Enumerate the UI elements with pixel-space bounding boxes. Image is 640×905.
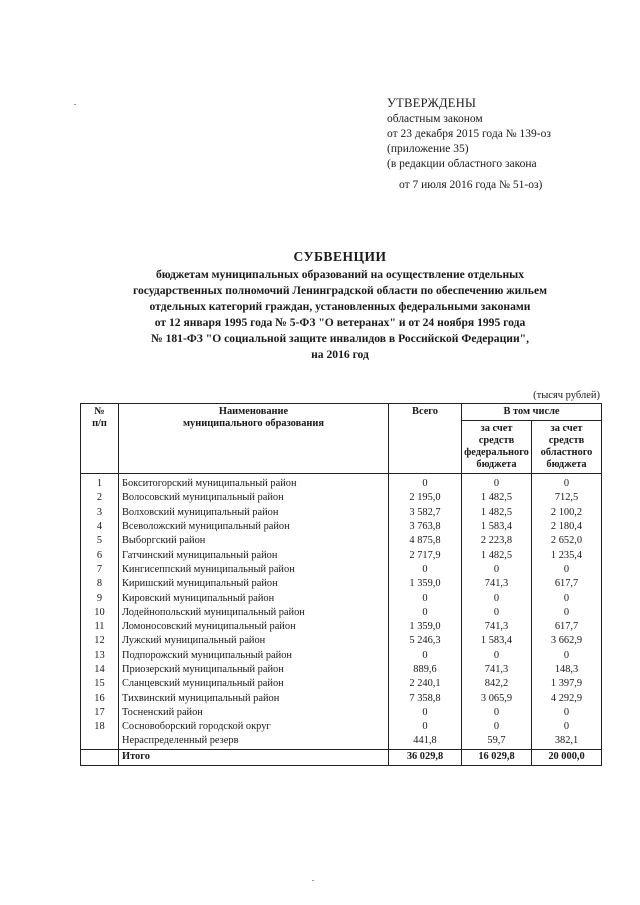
- row-number: 9: [81, 591, 119, 605]
- row-regional: 0: [532, 563, 602, 577]
- header-name: Наименование муниципального образования: [119, 404, 389, 474]
- row-number: 16: [81, 691, 119, 705]
- table-row: [81, 706, 602, 720]
- header-num: № п/п: [81, 404, 119, 474]
- row-number: 17: [81, 706, 119, 720]
- row-total: 889,6: [389, 663, 462, 677]
- table-row: [81, 474, 602, 492]
- row-name: Выборгский район: [119, 534, 389, 548]
- row-name: Нераспределенный резерв: [119, 734, 389, 749]
- row-total: 2 240,1: [389, 677, 462, 691]
- table-row: [81, 649, 602, 663]
- row-name: Лужский муниципальный район: [119, 634, 389, 648]
- table-row: [81, 634, 602, 648]
- row-number: 12: [81, 634, 119, 648]
- row-regional: 1 235,4: [532, 548, 602, 562]
- row-total: 5 246,3: [389, 634, 462, 648]
- row-federal: 1 583,4: [462, 634, 532, 648]
- table-row: [81, 534, 602, 548]
- row-total: 2 195,0: [389, 491, 462, 505]
- row-regional: 617,7: [532, 577, 602, 591]
- row-federal: 1 583,4: [462, 520, 532, 534]
- row-federal: 2 223,8: [462, 534, 532, 548]
- row-federal: 842,2: [462, 677, 532, 691]
- row-regional: 2 652,0: [532, 534, 602, 548]
- row-federal: 1 482,5: [462, 548, 532, 562]
- row-federal: 0: [462, 606, 532, 620]
- row-total: 0: [389, 649, 462, 663]
- row-number: 11: [81, 620, 119, 634]
- row-federal: 0: [462, 591, 532, 605]
- row-regional: 0: [532, 720, 602, 734]
- row-number: 7: [81, 563, 119, 577]
- approval-line: (приложение 35): [387, 143, 469, 155]
- row-total: 3 582,7: [389, 506, 462, 520]
- row-regional: 3 662,9: [532, 634, 602, 648]
- row-federal: 741,3: [462, 663, 532, 677]
- table-row: [81, 691, 602, 705]
- row-federal: 0: [462, 720, 532, 734]
- row-name: Приозерский муниципальный район: [119, 663, 389, 677]
- totals-blank: [81, 749, 119, 765]
- header-total: Всего: [389, 404, 462, 474]
- approval-line: от 23 декабря 2015 года № 139-оз: [387, 128, 551, 140]
- row-name: Кингисеппский муниципальный район: [119, 563, 389, 577]
- document-heading: [80, 249, 600, 363]
- row-regional: 382,1: [532, 734, 602, 749]
- row-total: 0: [389, 706, 462, 720]
- table-row: [81, 506, 602, 520]
- row-name: Бокситогорский муниципальный район: [119, 474, 389, 492]
- row-total: 3 763,8: [389, 520, 462, 534]
- row-total: 441,8: [389, 734, 462, 749]
- row-number: 2: [81, 491, 119, 505]
- heading-line: от 12 января 1995 года № 5-ФЗ "О ветеранах" и от 24 ноября 1995 года: [154, 316, 526, 329]
- table-row: [81, 606, 602, 620]
- row-name: Волховский муниципальный район: [119, 506, 389, 520]
- row-name: Тосненский район: [119, 706, 389, 720]
- row-regional: 617,7: [532, 620, 602, 634]
- row-total: 0: [389, 720, 462, 734]
- scan-speck: [74, 104, 76, 105]
- row-regional: 0: [532, 649, 602, 663]
- approval-title: УТВЕРЖДЕНЫ: [387, 96, 477, 110]
- row-regional: 0: [532, 474, 602, 492]
- row-federal: 0: [462, 706, 532, 720]
- row-number: 18: [81, 720, 119, 734]
- row-regional: 0: [532, 606, 602, 620]
- table-row: [81, 720, 602, 734]
- totals-federal: 16 029,8: [462, 749, 532, 765]
- approval-line: (в редакции областного закона: [387, 158, 537, 170]
- row-regional: 4 292,9: [532, 691, 602, 705]
- row-total: 0: [389, 563, 462, 577]
- unit-label: (тысяч рублей): [533, 390, 600, 401]
- row-total: 0: [389, 474, 462, 492]
- row-regional: 148,3: [532, 663, 602, 677]
- row-regional: 2 100,2: [532, 506, 602, 520]
- row-number: 5: [81, 534, 119, 548]
- table-row: [81, 491, 602, 505]
- table-row: [81, 563, 602, 577]
- row-total: 2 717,9: [389, 548, 462, 562]
- row-regional: 0: [532, 591, 602, 605]
- table-row: [81, 577, 602, 591]
- row-name: Подпорожский муниципальный район: [119, 649, 389, 663]
- header-regional: за счет средств областного бюджета: [532, 421, 602, 474]
- table-row: [81, 548, 602, 562]
- heading-line: государственных полномочий Ленинградской области по обеспечению жильем: [133, 284, 547, 297]
- row-total: 1 359,0: [389, 620, 462, 634]
- row-federal: 0: [462, 474, 532, 492]
- row-federal: 0: [462, 649, 532, 663]
- table-body: [81, 474, 602, 766]
- heading-line: бюджетам муниципальных образований на осуществление отдельных: [155, 268, 525, 281]
- table-row: [81, 734, 602, 749]
- approval-stamp: [387, 96, 551, 193]
- approval-line: областным законом: [387, 113, 483, 125]
- table-row: [81, 620, 602, 634]
- table-row: [81, 677, 602, 691]
- totals-label: Итого: [119, 749, 389, 765]
- row-total: 1 359,0: [389, 577, 462, 591]
- row-regional: 1 397,9: [532, 677, 602, 691]
- row-total: 4 875,8: [389, 534, 462, 548]
- heading-line: № 181-ФЗ "О социальной защите инвалидов в Российской Федерации",: [151, 332, 529, 345]
- totals-total: 36 029,8: [389, 749, 462, 765]
- row-regional: 2 180,4: [532, 520, 602, 534]
- header-federal: за счет средств федерального бюджета: [462, 421, 532, 474]
- row-federal: 0: [462, 563, 532, 577]
- row-total: 7 358,8: [389, 691, 462, 705]
- row-name: Лодейнопольский муниципальный район: [119, 606, 389, 620]
- row-total: 0: [389, 606, 462, 620]
- row-number: 3: [81, 506, 119, 520]
- row-number: 8: [81, 577, 119, 591]
- heading-title: СУБВЕНЦИИ: [293, 249, 387, 264]
- row-regional: 712,5: [532, 491, 602, 505]
- row-name: Сланцевский муниципальный район: [119, 677, 389, 691]
- table-row: [81, 591, 602, 605]
- heading-line: на 2016 год: [311, 348, 369, 361]
- row-federal: 1 482,5: [462, 491, 532, 505]
- row-number: 6: [81, 548, 119, 562]
- row-number: 4: [81, 520, 119, 534]
- row-name: Сосновоборский городской округ: [119, 720, 389, 734]
- row-regional: 0: [532, 706, 602, 720]
- row-number: [81, 734, 119, 749]
- row-federal: 1 482,5: [462, 506, 532, 520]
- header-group: В том числе: [462, 404, 602, 421]
- heading-line: отдельных категорий граждан, установленных федеральными законами: [149, 300, 531, 313]
- totals-regional: 20 000,0: [532, 749, 602, 765]
- row-total: 0: [389, 591, 462, 605]
- row-name: Всеволожский муниципальный район: [119, 520, 389, 534]
- row-federal: 3 065,9: [462, 691, 532, 705]
- subvention-table: [80, 403, 602, 766]
- table-row: [81, 663, 602, 677]
- row-federal: 59,7: [462, 734, 532, 749]
- totals-row: [81, 749, 602, 765]
- row-number: 1: [81, 474, 119, 492]
- row-name: Тихвинский муниципальный район: [119, 691, 389, 705]
- row-name: Киришский муниципальный район: [119, 577, 389, 591]
- scan-speck: [312, 880, 314, 881]
- row-federal: 741,3: [462, 577, 532, 591]
- row-name: Кировский муниципальный район: [119, 591, 389, 605]
- row-number: 15: [81, 677, 119, 691]
- approval-line: от 7 июля 2016 года № 51-оз): [399, 179, 543, 191]
- row-number: 14: [81, 663, 119, 677]
- row-federal: 741,3: [462, 620, 532, 634]
- row-name: Волосовский муниципальный район: [119, 491, 389, 505]
- row-number: 13: [81, 649, 119, 663]
- row-name: Гатчинский муниципальный район: [119, 548, 389, 562]
- row-number: 10: [81, 606, 119, 620]
- table-row: [81, 520, 602, 534]
- row-name: Ломоносовский муниципальный район: [119, 620, 389, 634]
